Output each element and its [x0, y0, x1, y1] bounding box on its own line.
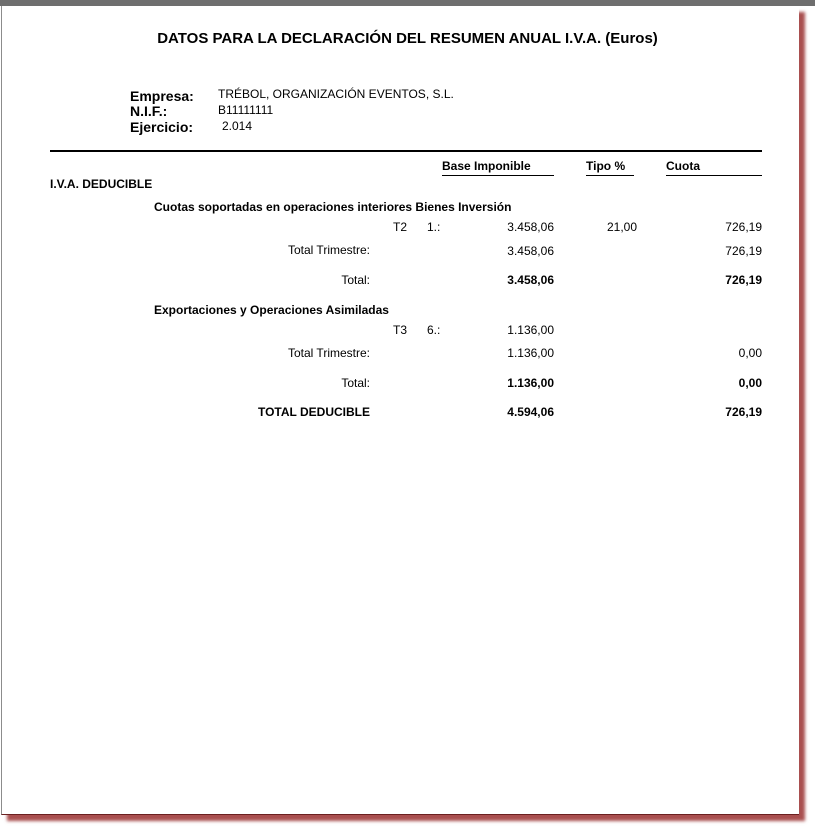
row-code: 6.:	[427, 323, 441, 337]
report-title: DATOS PARA LA DECLARACIÓN DEL RESUMEN ANUAL I.V.A. (Euros)	[157, 30, 658, 47]
header-rule	[50, 150, 762, 152]
column-underline-base	[442, 175, 554, 176]
total-base: 3.458,06	[507, 273, 554, 287]
total-base: 1.136,00	[507, 376, 554, 390]
total-trimestre-label: Total Trimestre:	[287, 346, 370, 360]
group-title: Cuotas soportadas en operaciones interiores Bienes Inversión	[154, 200, 512, 214]
empresa-label: Empresa:	[130, 88, 194, 104]
ejercicio-value: 2.014	[222, 119, 253, 133]
total-trimestre-cuota: 0,00	[738, 346, 762, 360]
section-title: I.V.A. DEDUCIBLE	[50, 177, 153, 191]
total-trimestre-label: Total Trimestre:	[287, 243, 370, 257]
row-trimestre: T3	[393, 323, 408, 337]
row-code: 1.:	[427, 220, 441, 234]
row-cuota: 726,19	[725, 220, 762, 234]
row-base: 3.458,06	[507, 220, 554, 234]
total-cuota: 0,00	[738, 376, 762, 390]
row-base: 1.136,00	[507, 323, 554, 337]
column-underline-cuota	[666, 175, 762, 176]
group-title: Exportaciones y Operaciones Asimiladas	[154, 303, 389, 317]
total-trimestre-cuota: 726,19	[725, 244, 762, 258]
column-header-cuota: Cuota	[666, 159, 700, 173]
row-trimestre: T2	[393, 220, 408, 234]
nif-value: B11111111	[218, 103, 274, 117]
grand-total-base: 4.594,06	[507, 405, 554, 419]
total-trimestre-base: 1.136,00	[507, 346, 554, 360]
grand-total-cuota: 726,19	[725, 405, 762, 419]
row-tipo: 21,00	[606, 220, 637, 234]
ejercicio-label: Ejercicio:	[130, 119, 194, 135]
grand-total-label: TOTAL DEDUCIBLE	[257, 405, 370, 419]
column-header-base: Base Imponible	[442, 159, 531, 173]
total-cuota: 726,19	[725, 273, 762, 287]
nif-label: N.I.F.:	[130, 103, 168, 119]
column-header-tipo: Tipo %	[586, 159, 626, 173]
empresa-value: TRÉBOL, ORGANIZACIÓN EVENTOS, S.L.	[218, 87, 454, 101]
total-label: Total:	[341, 376, 370, 390]
total-label: Total:	[341, 273, 370, 287]
column-underline-tipo	[586, 175, 634, 176]
total-trimestre-base: 3.458,06	[507, 244, 554, 258]
